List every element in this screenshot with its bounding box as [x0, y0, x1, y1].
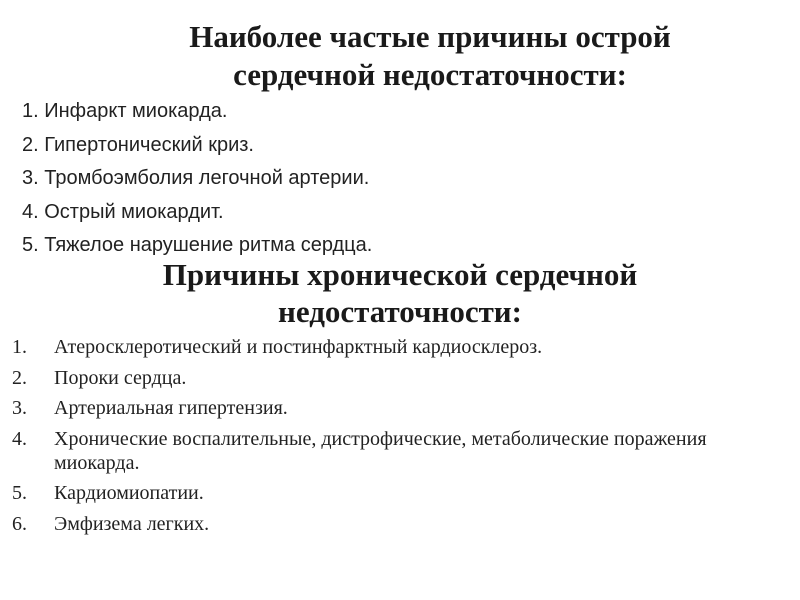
acute-cause-item: 3. Тромбоэмболия легочной артерии. — [22, 167, 370, 189]
item-text: Хронические воспалительные, дистрофические, метаболические поражения миокарда. — [54, 427, 707, 474]
item-number: 5. — [12, 482, 27, 504]
acute-cause-item: 5. Тяжелое нарушение ритма сердца. — [22, 234, 373, 256]
chronic-title-line-2: недостаточности: — [278, 294, 522, 329]
acute-causes-list — [22, 95, 372, 263]
item-text: Кардиомиопатии. — [54, 482, 204, 504]
acute-title-line-2: сердечной недостаточности: — [233, 57, 627, 92]
item-number: 1. — [12, 336, 27, 358]
item-text: Эмфизема легких. — [54, 512, 210, 535]
item-number: 2. — [12, 366, 27, 389]
chronic-cause-item — [12, 481, 782, 505]
item-number: 4. — [12, 427, 27, 450]
acute-cause-item: 4. Острый миокардит. — [22, 200, 224, 223]
chronic-cause-item — [12, 427, 782, 475]
acute-title-line-1: Наиболее частые причины острой — [189, 19, 671, 54]
acute-cause-item: 2. Гипертонический криз. — [22, 133, 254, 156]
chronic-causes-list — [12, 335, 782, 542]
chronic-cause-item — [12, 396, 782, 420]
item-number: 6. — [12, 512, 27, 535]
chronic-cause-item — [12, 335, 782, 359]
item-text: Пороки сердца. — [54, 366, 187, 389]
item-text: Артериальная гипертензия. — [54, 397, 288, 419]
chronic-causes-title — [80, 256, 720, 330]
item-text: Атеросклеротический и постинфарктный кардиосклероз. — [54, 336, 543, 358]
chronic-title-line-1: Причины хронической сердечной — [162, 257, 638, 292]
chronic-cause-item — [12, 512, 782, 536]
acute-causes-title — [120, 18, 740, 94]
item-number: 3. — [12, 397, 27, 419]
chronic-cause-item — [12, 366, 782, 390]
acute-cause-item: 1. Инфаркт миокарда. — [22, 100, 228, 122]
